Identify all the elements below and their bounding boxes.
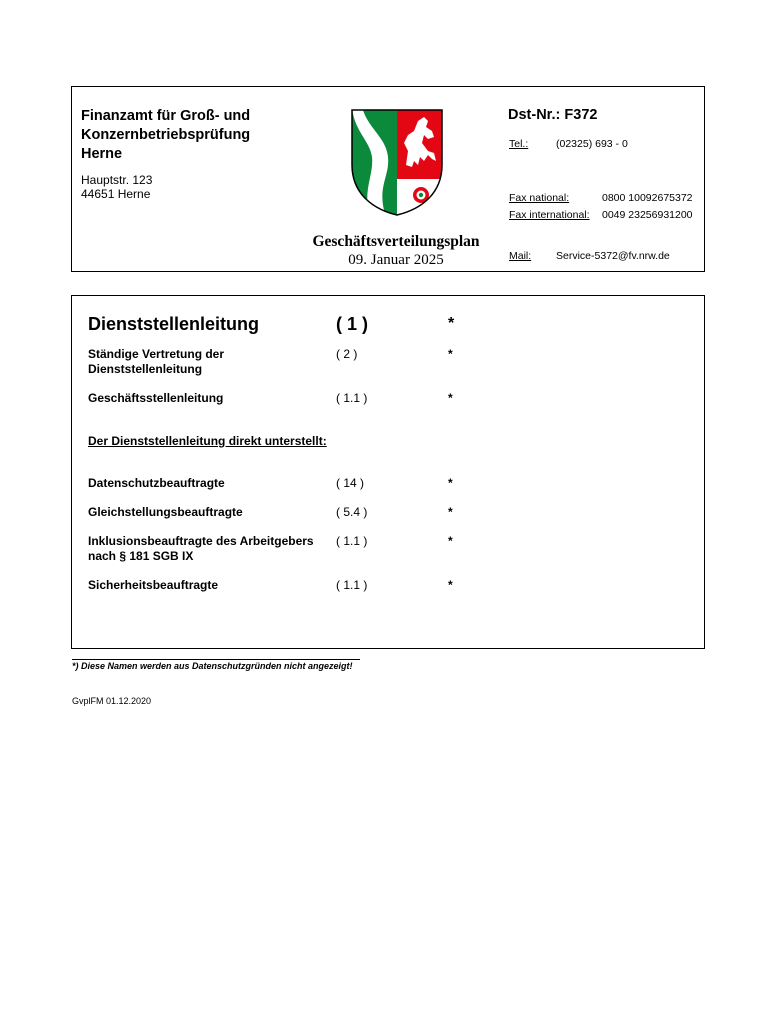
fax-national-label: Fax national: xyxy=(509,192,570,204)
street: Hauptstr. 123 xyxy=(81,173,153,187)
office-name-line-1: Finanzamt für Groß- und xyxy=(81,108,251,124)
subordinate-heading: Der Dienststellenleitung direkt unterstellt: xyxy=(88,434,327,448)
plan-title: Geschäftsverteilungsplan xyxy=(312,233,480,250)
head-ref: ( 1 ) xyxy=(336,314,369,334)
footnote-divider xyxy=(72,659,360,660)
mail-value[interactable]: Service-5372@fv.nrw.de xyxy=(556,250,670,262)
dst-nr: Dst-Nr.: F372 xyxy=(508,107,598,123)
fax-international-value: 0049 23256931200 xyxy=(602,209,693,221)
fax-national-value: 0800 10092675372 xyxy=(602,192,693,204)
org-structure-box: Dienststellenleitung ( 1 ) * Ständige Vertretung der Dienststellenleitung ( 2 ) * Geschäftsstellenleitung ( 1.1 ) * Der Dienststellenleitung direkt unterstellt: Datenschutzbeauftragte ( 14 ) * Gleichstellungsbeauftragte ( 5.4 ) * Inklusionsbeauftragte des Arbeitgebers nach § 181 SGB IX ( 1.1 ) * Sicherheitsbeauftragte ( 1.1 ) * xyxy=(71,295,705,649)
fax-international-label: Fax international: xyxy=(509,209,590,221)
tel-label: Tel.: xyxy=(509,138,529,150)
office-name-line-2: Konzernbetriebsprüfung xyxy=(81,127,251,143)
version-stamp: GvplFM 01.12.2020 xyxy=(72,696,152,706)
office-name-line-3: Herne xyxy=(81,146,123,162)
tel-value: (02325) 693 - 0 xyxy=(556,138,628,150)
document-title xyxy=(298,233,494,269)
office-address xyxy=(81,173,152,201)
footnote: *) Diese Namen werden aus Datenschutzgründen nicht angezeigt! xyxy=(72,661,353,671)
city: 44651 Herne xyxy=(81,187,151,201)
office-name xyxy=(81,107,250,164)
mail-label: Mail: xyxy=(509,250,532,262)
plan-date: 09. Januar 2025 xyxy=(348,252,444,268)
head-star: * xyxy=(448,315,455,332)
letterhead-box xyxy=(71,86,705,272)
head-name: Dienststellenleitung xyxy=(88,314,260,334)
nrw-coat-of-arms-icon xyxy=(348,107,446,217)
